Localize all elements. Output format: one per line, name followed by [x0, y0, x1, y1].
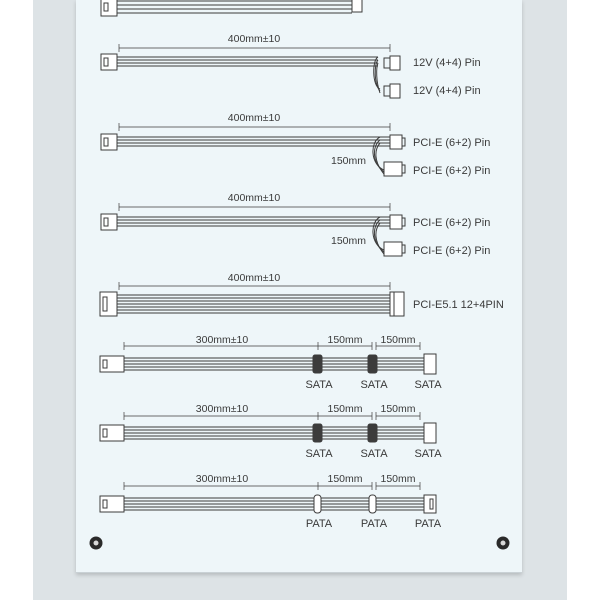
connector-label: PATA	[305, 518, 333, 530]
connector-label: PCI-E5.1 12+4PIN	[413, 299, 504, 311]
cable-pcie5	[100, 282, 404, 316]
length-label: 300mm±10	[195, 473, 249, 485]
connector-label: 12V (4+4) Pin	[413, 85, 481, 97]
split-length-label: 150mm	[330, 155, 366, 167]
length-label: 400mm±10	[227, 33, 281, 45]
connector-label: SATA	[414, 448, 442, 460]
connector-label: PCI-E (6+2) Pin	[413, 217, 491, 229]
length-label: 400mm±10	[227, 112, 281, 124]
connector-label: SATA	[360, 379, 388, 391]
connector-label: SATA	[414, 379, 442, 391]
length-label: 300mm±10	[195, 334, 249, 346]
segment-length-label: 150mm	[327, 403, 363, 415]
segment-length-label: 150mm	[327, 334, 363, 346]
length-label: 400mm±10	[227, 192, 281, 204]
cable-pcie-1	[101, 123, 405, 176]
mounting-screw-right	[497, 537, 510, 550]
split-length-label: 150mm	[330, 235, 366, 247]
connector-label: PATA	[414, 518, 442, 530]
connector-label: PATA	[360, 518, 388, 530]
connector-label: PCI-E (6+2) Pin	[413, 245, 491, 257]
connector-label: SATA	[305, 379, 333, 391]
segment-length-label: 150mm	[380, 334, 416, 346]
connector-label: SATA	[305, 448, 333, 460]
cable-cpu-2	[101, 44, 400, 98]
connector-label: 12V (4+4) Pin	[413, 57, 481, 69]
segment-length-label: 150mm	[327, 473, 363, 485]
connector-label: PCI-E (6+2) Pin	[413, 165, 491, 177]
length-label: 400mm±10	[227, 272, 281, 284]
cable-pcie-2	[101, 203, 405, 256]
cable-sata-1	[100, 342, 436, 374]
cable-sata-2	[100, 412, 436, 443]
length-label: 300mm±10	[195, 403, 249, 415]
segment-length-label: 150mm	[380, 473, 416, 485]
cable-cpu-1	[101, 0, 362, 16]
mounting-screw-left	[90, 537, 103, 550]
segment-length-label: 150mm	[380, 403, 416, 415]
cable-pata	[100, 482, 436, 513]
connector-label: SATA	[360, 448, 388, 460]
connector-label: PCI-E (6+2) Pin	[413, 137, 491, 149]
